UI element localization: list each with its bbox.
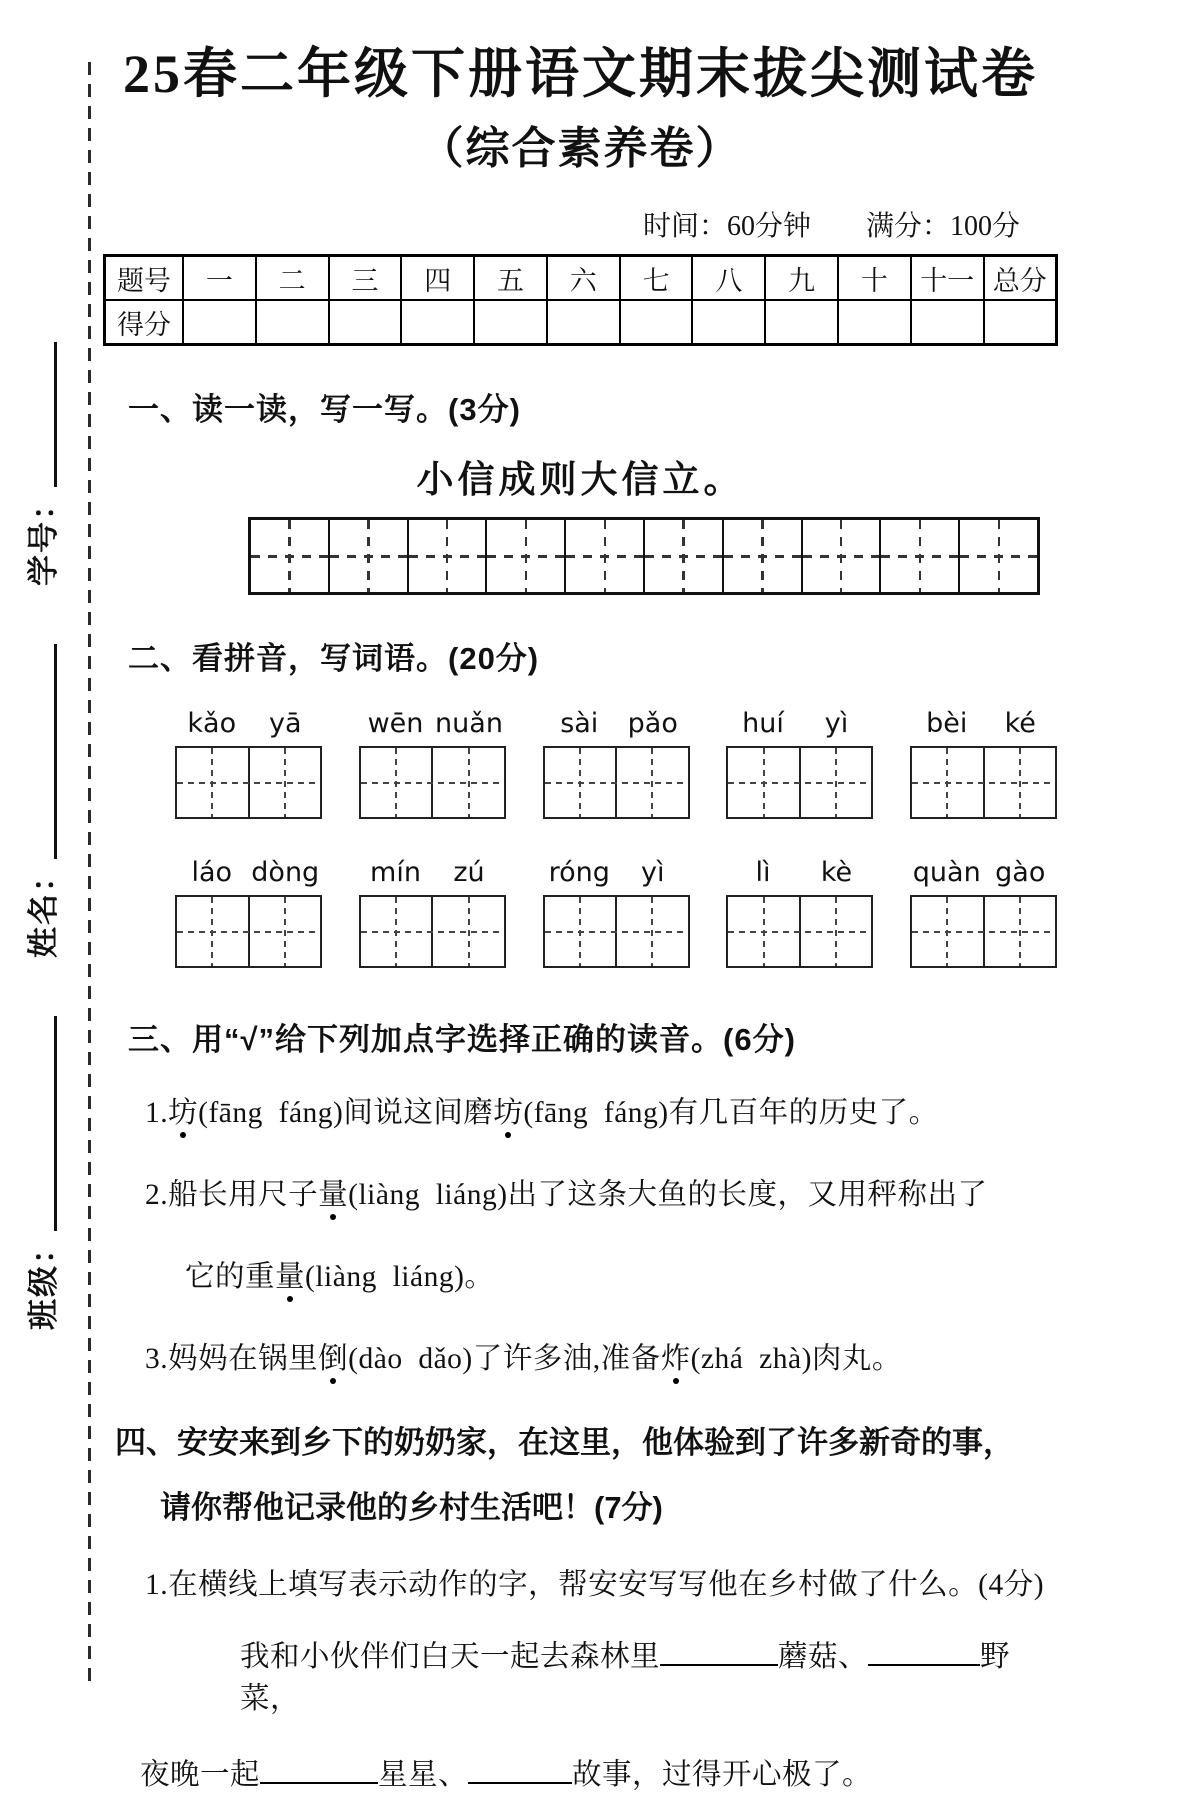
section-1-heading: 一、读一读，写一写。(3分) <box>128 392 521 428</box>
score-cell <box>401 300 474 345</box>
pinyin-group <box>543 857 690 968</box>
score-header-cell: 七 <box>620 256 693 301</box>
pinyin-syllable: sài <box>560 708 599 740</box>
pinyin-syllable: nuǎn <box>435 708 503 740</box>
pinyin-label <box>175 857 322 888</box>
score-header-cell: 十 <box>838 256 911 301</box>
score-cell <box>547 300 620 345</box>
writing-cell <box>728 748 801 817</box>
class-label: 班级： <box>25 1231 61 1330</box>
score-row-label: 得分 <box>105 300 184 345</box>
writing-cell <box>250 897 321 966</box>
dotted-character: 坊 <box>493 1089 523 1131</box>
dotted-character: 量 <box>318 1171 348 1213</box>
pinyin-group <box>910 857 1057 968</box>
score-cell <box>984 300 1057 345</box>
writing-cell <box>487 520 566 592</box>
pinyin-label <box>543 708 690 739</box>
student-id-label: 学号： <box>25 487 61 586</box>
pinyin-group <box>175 708 322 819</box>
pinyin-group <box>359 708 506 819</box>
writing-cell <box>250 748 321 817</box>
question-line-2-cont: 它的重量(liàng liáng)。 <box>185 1253 1058 1295</box>
dotted-character: 炸 <box>661 1335 691 1377</box>
writing-cell <box>433 748 504 817</box>
student-id-fill-line <box>23 342 57 487</box>
copy-sentence: 小信成则大信立。 <box>416 460 745 502</box>
pinyin-syllable: huí <box>742 708 784 740</box>
answer-blank <box>260 1753 378 1785</box>
answer-blank <box>868 1635 980 1667</box>
pinyin-writing-box <box>175 895 322 968</box>
pinyin-label <box>543 857 690 888</box>
pinyin-syllable: mín <box>370 857 421 889</box>
pinyin-writing-box <box>910 746 1057 819</box>
pinyin-syllable: láo <box>191 857 233 889</box>
pinyin-syllable: yì <box>824 708 849 740</box>
section-4-heading-line2: 请你帮他记录他的乡村生活吧！(7分) <box>160 1490 663 1526</box>
score-cell <box>183 300 256 345</box>
question-line-3: 3.妈妈在锅里倒(dào dǎo)了许多油,准备炸(zhá zhà)肉丸。 <box>145 1335 1058 1377</box>
pinyin-row-2 <box>175 857 1057 968</box>
writing-cell <box>433 897 504 966</box>
score-header-cell: 十一 <box>911 256 984 301</box>
name-label: 姓名： <box>25 859 61 958</box>
exam-paper <box>103 44 1058 1793</box>
pinyin-label <box>175 708 322 739</box>
question-line-2: 2.船长用尺子量(liàng liáng)出了这条大鱼的长度，又用秤称出了 <box>145 1171 1058 1213</box>
writing-cell <box>177 897 250 966</box>
score-header-cell: 总分 <box>984 256 1057 301</box>
pinyin-syllable: kè <box>820 857 853 889</box>
pinyin-label <box>359 708 506 739</box>
pinyin-group <box>726 857 873 968</box>
writing-cell <box>912 897 985 966</box>
page-subtitle: （综合素养卷） <box>419 124 742 174</box>
pinyin-label <box>726 708 873 739</box>
pinyin-writing-box <box>175 746 322 819</box>
pinyin-syllable: kǎo <box>187 708 237 740</box>
writing-cell <box>617 748 688 817</box>
sidebar-student-info <box>2 300 78 1330</box>
section-2-heading: 二、看拼音，写词语。(20分) <box>128 641 540 677</box>
score-table <box>103 254 1058 346</box>
score-cell <box>765 300 838 345</box>
score-table-header-row <box>105 256 1057 301</box>
pinyin-group <box>726 708 873 819</box>
score-cell <box>911 300 984 345</box>
writing-cell <box>881 520 960 592</box>
pinyin-row-1 <box>175 708 1057 819</box>
pinyin-writing-box <box>726 895 873 968</box>
writing-cell <box>985 748 1056 817</box>
pinyin-writing-box <box>543 746 690 819</box>
pinyin-syllable: wēn <box>367 708 424 740</box>
writing-cell <box>545 897 618 966</box>
pinyin-syllable: bèi <box>926 708 968 740</box>
section-3-heading: 三、用“√”给下列加点字选择正确的读音。(6分) <box>128 1022 796 1058</box>
pinyin-label <box>910 708 1057 739</box>
full-score: 满分：100分 <box>865 211 1020 243</box>
score-cell <box>620 300 693 345</box>
answer-blank <box>468 1753 572 1785</box>
score-header-cell: 八 <box>692 256 765 301</box>
pinyin-writing-box <box>359 746 506 819</box>
writing-cell <box>617 897 688 966</box>
dotted-character: 量 <box>275 1253 305 1295</box>
pinyin-group <box>910 708 1057 819</box>
writing-cell <box>724 520 803 592</box>
pinyin-syllable: róng <box>548 857 610 889</box>
writing-cell <box>960 520 1037 592</box>
pinyin-writing-box <box>726 746 873 819</box>
page-title: 25春二年级下册语文期末拔尖测试卷 <box>123 44 1038 104</box>
writing-cell <box>361 748 434 817</box>
pinyin-writing-box <box>910 895 1057 968</box>
pinyin-group <box>359 857 506 968</box>
dotted-character: 坊 <box>168 1089 198 1131</box>
pinyin-syllable: quàn <box>912 857 981 889</box>
score-cell <box>838 300 911 345</box>
score-header-cell: 二 <box>256 256 329 301</box>
pinyin-syllable: yì <box>641 857 665 889</box>
seal-dashed-line <box>88 62 91 1684</box>
writing-cell <box>728 897 801 966</box>
score-cell <box>329 300 402 345</box>
writing-cell <box>912 748 985 817</box>
score-table-score-row <box>105 300 1057 345</box>
dotted-character: 倒 <box>318 1335 348 1377</box>
pinyin-syllable: lì <box>755 857 771 889</box>
exam-info <box>103 204 1058 244</box>
pinyin-syllable: ké <box>1004 708 1036 740</box>
writing-cell <box>177 748 250 817</box>
score-cell <box>256 300 329 345</box>
answer-blank <box>660 1635 778 1667</box>
score-cell <box>692 300 765 345</box>
pinyin-label <box>726 857 873 888</box>
writing-cell <box>330 520 409 592</box>
writing-cell <box>985 897 1056 966</box>
score-cell <box>474 300 547 345</box>
pinyin-syllable: yā <box>268 708 302 740</box>
writing-grid <box>248 517 1040 595</box>
writing-cell <box>801 748 872 817</box>
pinyin-syllable: gào <box>995 857 1046 889</box>
writing-cell <box>545 748 618 817</box>
pinyin-syllable: pǎo <box>627 708 678 740</box>
score-header-cell: 六 <box>547 256 620 301</box>
writing-cell <box>409 520 488 592</box>
pinyin-label <box>910 857 1057 888</box>
name-fill-line <box>23 644 57 859</box>
pinyin-group <box>543 708 690 819</box>
pinyin-syllable: dòng <box>251 857 320 889</box>
writing-cell <box>803 520 882 592</box>
class-fill-line <box>23 1016 57 1231</box>
pinyin-writing-box <box>543 895 690 968</box>
pinyin-label <box>359 857 506 888</box>
score-header-cell: 四 <box>401 256 474 301</box>
pinyin-writing-box <box>359 895 506 968</box>
writing-cell <box>361 897 434 966</box>
pinyin-group <box>175 857 322 968</box>
writing-cell <box>251 520 330 592</box>
score-header-cell: 一 <box>183 256 256 301</box>
fill-blank-line-1: 我和小伙伴们白天一起去森林里 蘑菇、 野菜， <box>240 1633 1058 1717</box>
question-line-1: 1.坊(fāng fáng)间说这间磨坊(fāng fáng)有几百年的历史了。 <box>145 1089 1058 1131</box>
fill-blank-line-2: 夜晚一起 星星、 故事，过得开心极了。 <box>140 1751 1058 1793</box>
writing-cell <box>566 520 645 592</box>
score-header-cell: 九 <box>765 256 838 301</box>
score-header-cell: 三 <box>329 256 402 301</box>
score-header-cell: 题号 <box>105 256 184 301</box>
pinyin-syllable: zú <box>453 857 485 889</box>
section-4-item-1: 1.在横线上填写表示动作的字，帮安安写写他在乡村做了什么。(4分) <box>145 1569 1045 1602</box>
score-header-cell: 五 <box>474 256 547 301</box>
writing-cell <box>645 520 724 592</box>
time-limit: 时间：60分钟 <box>642 211 811 243</box>
writing-cell <box>801 897 872 966</box>
section-4-heading-line1: 四、安安来到乡下的奶奶家，在这里，他体验到了许多新奇的事， <box>115 1425 1014 1461</box>
